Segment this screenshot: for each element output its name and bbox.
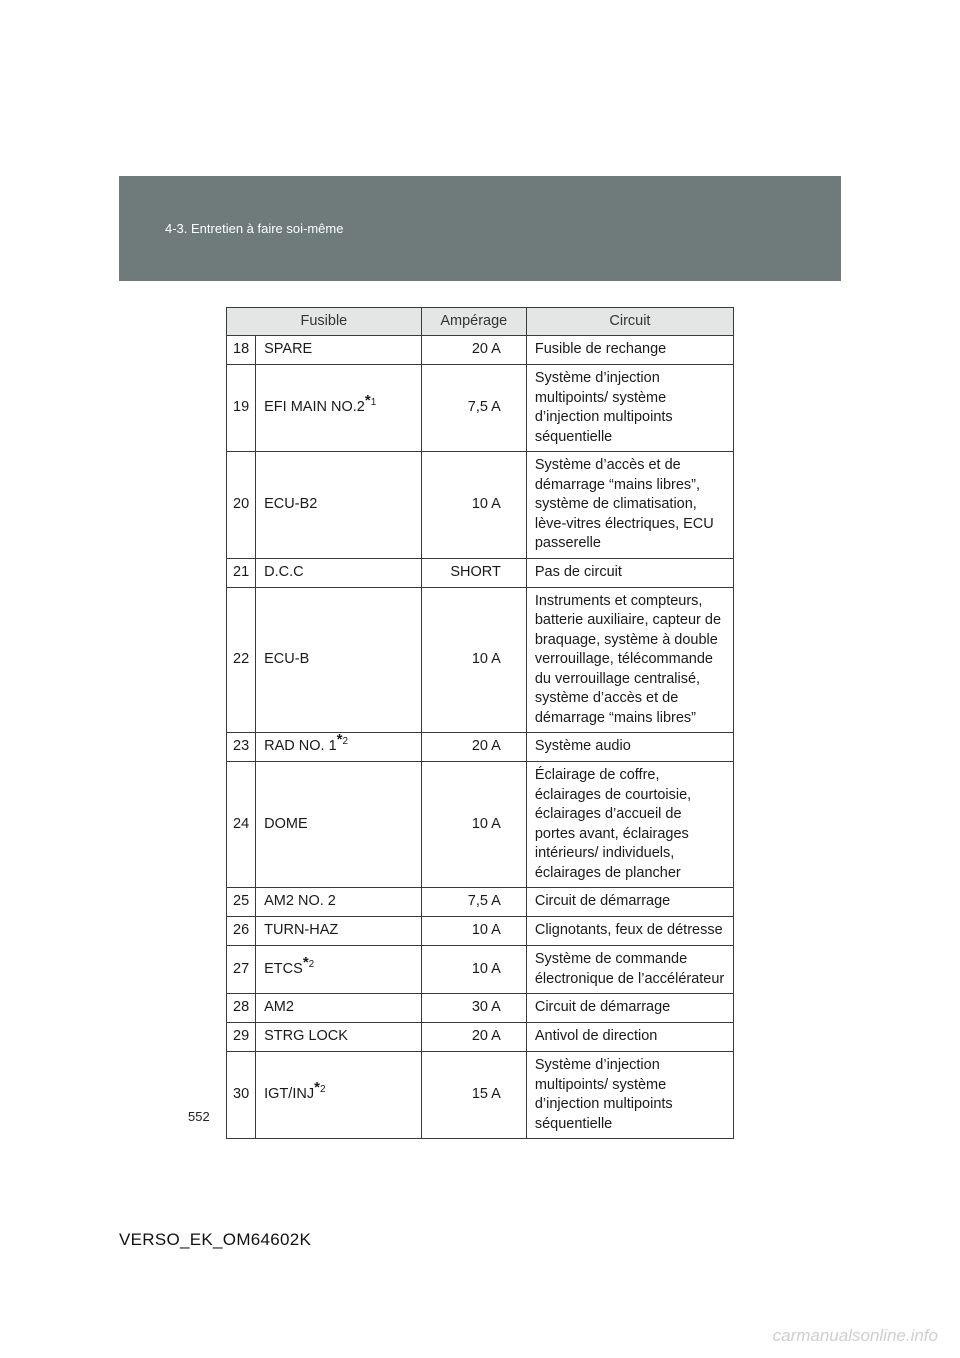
fuse-number: 21 [227,558,256,587]
footnote-asterisk: * [364,392,371,410]
footnote-asterisk: * [314,1079,320,1097]
fuse-circuit: Système de commande électronique de l’accélérateur [526,946,733,994]
fuse-circuit: Système d’injection multipoints/ système d’injection multipoints séquentielle [526,365,733,452]
fuse-number: 24 [227,762,256,888]
fuse-amperage: 20 A [421,733,526,762]
table-row [227,762,734,888]
footnote-asterisk: * [302,953,309,971]
table-row [227,587,734,733]
column-header-circuit: Circuit [526,308,733,336]
fuse-number: 26 [227,917,256,946]
fuse-number: 23 [227,733,256,762]
fuse-amperage: SHORT [421,558,526,587]
fuse-name-text: D.C.C [264,563,304,580]
table-row [227,733,734,762]
fuse-name-text: EFI MAIN NO.2 [264,399,365,416]
fuse-number: 18 [227,336,256,365]
table-header-row [227,308,734,336]
fuse-circuit: Instruments et compteurs, batterie auxiliaire, capteur de braquage, système à double verrouillage, télécommande du verrouillage centralisé, système d’accès et de démarrage “mains libres” [526,587,733,733]
fuse-circuit: Éclairage de coffre, éclairages de courtoisie, éclairages d’accueil de portes avant, éclairages intérieurs/ individuels, éclairages de plancher [526,762,733,888]
fuse-number: 29 [227,1023,256,1052]
fuse-circuit: Système d’injection multipoints/ système d’injection multipoints séquentielle [526,1052,733,1139]
fuse-name [256,994,422,1023]
fuse-name [256,587,422,733]
fuse-name [256,1052,422,1139]
fuse-name-text: ECU-B [264,651,310,667]
table-row [227,888,734,917]
fuse-name-text: SPARE [264,341,313,358]
fuse-number: 25 [227,888,256,917]
page-number: 552 [188,1109,210,1124]
fuse-amperage: 20 A [421,336,526,365]
fuse-name-text: TURN-HAZ [264,922,339,939]
fuse-amperage: 30 A [421,994,526,1023]
fuse-number: 27 [227,946,256,994]
fuse-number: 20 [227,452,256,559]
table-row [227,946,734,994]
watermark: carmanualsonline.info [772,1326,938,1345]
fuse-circuit: Circuit de démarrage [526,888,733,917]
fuse-name-text: IGT/INJ [264,1086,315,1103]
footnote-number: 2 [342,736,349,748]
table-row [227,336,734,365]
fuse-number: 22 [227,587,256,733]
fuse-name [256,452,422,559]
fuse-circuit: Circuit de démarrage [526,994,733,1023]
table-row [227,365,734,452]
fuse-amperage: 10 A [421,587,526,733]
fuse-amperage: 10 A [421,452,526,559]
fuse-name [256,365,422,452]
fuse-name [256,1023,422,1052]
fuse-name-text: STRG LOCK [264,1028,348,1045]
fuse-name [256,917,422,946]
fuse-name-text: AM2 [264,999,294,1016]
section-title: 4-3. Entretien à faire soi-même [165,221,344,236]
fuse-amperage: 7,5 A [421,888,526,917]
column-header-amperage: Ampérage [421,308,526,336]
table-row [227,1052,734,1139]
fuse-name [256,888,422,917]
fuse-circuit: Système d’accès et de démarrage “mains libres”, système de climatisation, lève-vitres électriques, ECU passerelle [526,452,733,559]
fuse-circuit: Système audio [526,733,733,762]
footnote-number: 2 [308,958,315,970]
column-header-fusible: Fusible [227,308,422,336]
fuse-amperage: 7,5 A [421,365,526,452]
fuse-name [256,946,422,994]
fuse-amperage: 20 A [421,1023,526,1052]
table-row [227,994,734,1023]
fuse-name [256,336,422,365]
table-row [227,452,734,559]
fuse-circuit: Clignotants, feux de détresse [526,917,733,946]
fuse-name [256,558,422,587]
document-code: VERSO_EK_OM64602K [119,1230,312,1249]
fuse-name-text: DOME [264,815,308,832]
fuse-name [256,762,422,888]
fuse-amperage: 15 A [421,1052,526,1139]
fuse-name-text: ETCS [264,960,303,977]
fuse-amperage: 10 A [421,917,526,946]
table-row [227,558,734,587]
fuse-amperage: 10 A [421,762,526,888]
fuse-name-text: AM2 NO. 2 [264,893,336,910]
fuse-number: 28 [227,994,256,1023]
fuse-circuit: Fusible de rechange [526,336,733,365]
fuse-name-text: ECU-B2 [264,496,318,512]
footnote-asterisk: * [336,731,343,749]
fuse-circuit: Antivol de direction [526,1023,733,1052]
fuse-number: 19 [227,365,256,452]
fuse-number: 30 [227,1052,256,1139]
table-row [227,917,734,946]
footnote-number: 2 [319,1084,326,1096]
fuse-table [226,307,734,1139]
fuse-amperage: 10 A [421,946,526,994]
fuse-table-body [227,336,734,1139]
footnote-number: 1 [370,397,377,409]
fuse-name [256,733,422,762]
fuse-circuit: Pas de circuit [526,558,733,587]
fuse-name-text: RAD NO. 1 [264,738,337,755]
table-row [227,1023,734,1052]
